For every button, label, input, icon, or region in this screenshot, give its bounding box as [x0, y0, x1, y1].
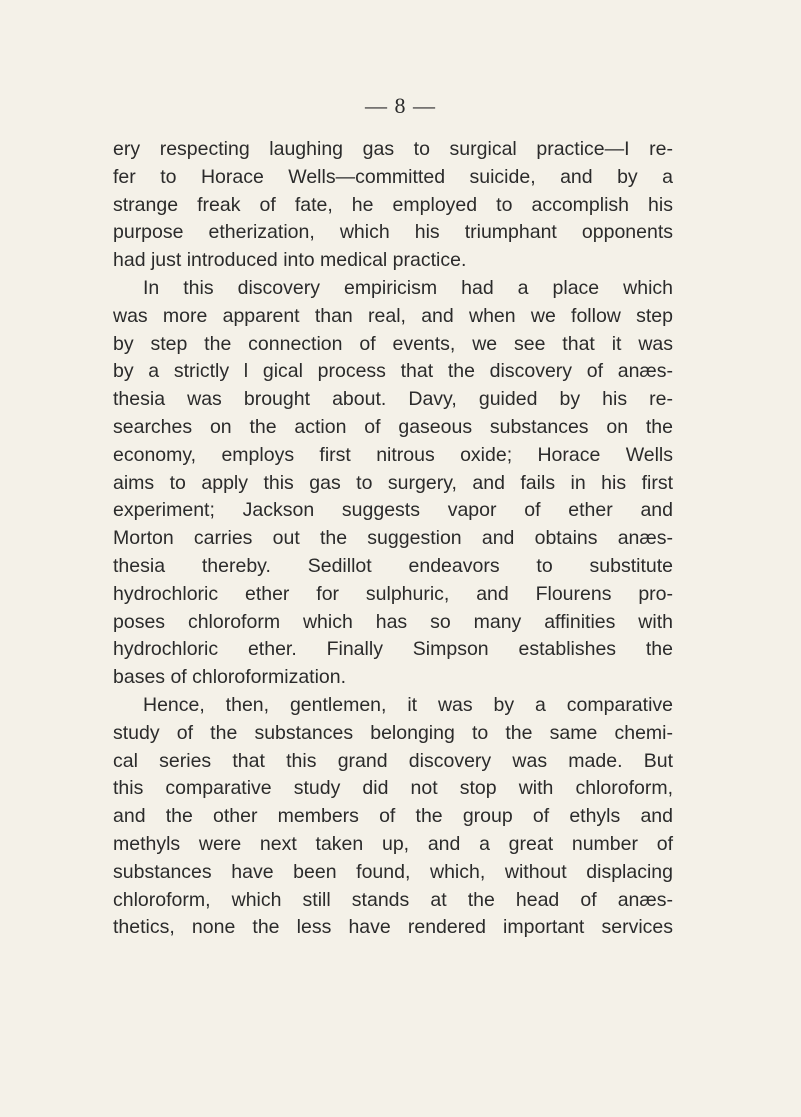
text-line: Morton carries out the suggestion and obtains anæs- [113, 527, 673, 550]
text-line: poses chloroform which has so many affinities with [113, 610, 673, 633]
text-line: study of the substances belonging to the same chemi- [113, 721, 673, 744]
text-line: searches on the action of gaseous substances on the [113, 415, 673, 438]
text-line: strange freak of fate, he employed to accomplish his [113, 193, 673, 216]
text-line: substances have been found, which, without displacing [113, 860, 673, 883]
text-line: thesia was brought about. Davy, guided by his re- [113, 388, 673, 411]
text-line: ery respecting laughing gas to surgical practice—I re- [113, 138, 673, 160]
text-line: by a strictly l gical process that the discovery of anæs- [113, 360, 673, 383]
text-line: was more apparent than real, and when we follow step [113, 304, 673, 327]
text-line: thetics, none the less have rendered important services [113, 916, 673, 939]
text-line: this comparative study did not stop with chloroform, [113, 777, 673, 800]
text-line: had just introduced into medical practice. [113, 249, 467, 272]
text-line: hydrochloric ether for sulphuric, and Flourens pro- [113, 582, 673, 605]
text-line: thesia thereby. Sedillot endeavors to substitute [113, 554, 673, 577]
text-line: by step the connection of events, we see that it was [113, 332, 673, 355]
text-line: experiment; Jackson suggests vapor of ether and [113, 499, 673, 522]
text-line: fer to Horace Wells—committed suicide, and by a [113, 165, 673, 188]
text-line: cal series that this grand discovery was made. But [113, 749, 673, 772]
page-number: — 8 — [365, 93, 436, 118]
text-line: hydrochloric ether. Finally Simpson establishes the [113, 638, 673, 661]
text-line: aims to apply this gas to surgery, and fails in his first [113, 471, 673, 494]
text-line: Hence, then, gentlemen, it was by a comparative [143, 693, 673, 716]
text-line: methyls were next taken up, and a great number of [113, 832, 673, 855]
text-line: purpose etherization, which his triumphant opponents [113, 221, 673, 244]
text-line: economy, employs first nitrous oxide; Horace Wells [113, 443, 673, 466]
text-line: bases of chloroformization. [113, 666, 347, 689]
text-line: chloroform, which still stands at the head of anæs- [113, 888, 673, 911]
body-text [113, 136, 673, 942]
text-line: In this discovery empiricism had a place which [143, 276, 673, 299]
text-line: and the other members of the group of ethyls and [113, 805, 673, 828]
